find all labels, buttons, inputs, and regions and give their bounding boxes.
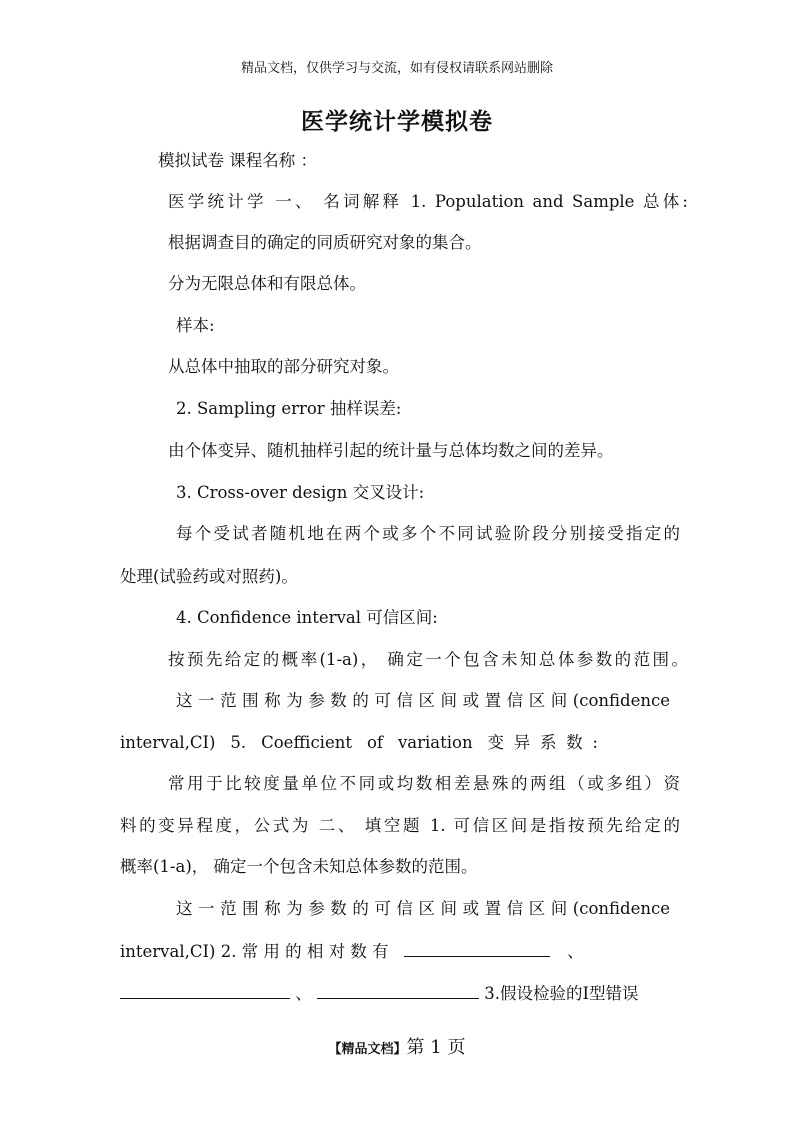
fill-in-line [120,940,584,963]
text-line: 按预先给定的概率(1-a)， 确定一个包含未知总体参数的范围。 [168,650,688,669]
text-line: 概率(1-a)， 确定一个包含未知总体参数的范围。 [120,857,478,876]
separator: 、 [295,984,312,1003]
text-line: 样本: [176,316,215,335]
text-line: 4. Confidence interval 可信区间: [176,608,438,627]
answer-blank[interactable] [120,982,290,999]
text-line: 这一范围称为参数的可信区间或置信区间(confidence [176,691,670,710]
text-line: 从总体中抽取的部分研究对象。 [168,357,399,376]
text-line: 这一范围称为参数的可信区间或置信区间(confidence [176,899,670,918]
fill-in-line [120,982,639,1005]
text-line: interval,CI) 5. Coefficient of variation 变异系数: [120,733,598,752]
footer-label: 【精品文档】 [328,1042,407,1057]
separator: 、 [567,942,584,961]
text-line: 3. Cross-over design 交叉设计: [176,483,425,502]
text-line: 模拟试卷 课程名称 ： [158,151,317,170]
text-line: 每个受试者随机地在两个或多个不同试验阶段分别接受指定的 [176,524,680,543]
page-header: 精品文档，仅供学习与交流，如有侵权请联系网站删除 [240,61,553,76]
text-line: 处理(试验药或对照药)。 [120,567,298,586]
text-line: 分为无限总体和有限总体。 [168,274,366,293]
document-title: 医学统计学模拟卷 [301,109,493,135]
text-line: 3.假设检验的Ⅰ型错误 [484,984,639,1003]
text-line: 常用于比较度量单位不同或均数相差悬殊的两组（或多组）资 [168,774,680,793]
text-line: 由个体变异、随机抽样引起的统计量与总体均数之间的差异。 [168,441,614,460]
text-line: 料的变异程度，公式为 二、 填空题 1. 可信区间是指按预先给定的 [120,816,680,835]
text-line: 根据调查目的确定的同质研究对象的集合。 [168,233,482,252]
text-line: 医学统计学 一、 名词解释 1. Population and Sample 总体: [168,192,688,211]
answer-blank[interactable] [404,940,550,957]
text-line: 2. Sampling error 抽样误差: [176,399,402,418]
page-number: 第 1 页 [406,1037,466,1058]
page-footer [0,1033,794,1059]
answer-blank[interactable] [317,982,479,999]
text-line: interval,CI) 2. 常 用 的 相 对 数 有 [120,942,389,961]
